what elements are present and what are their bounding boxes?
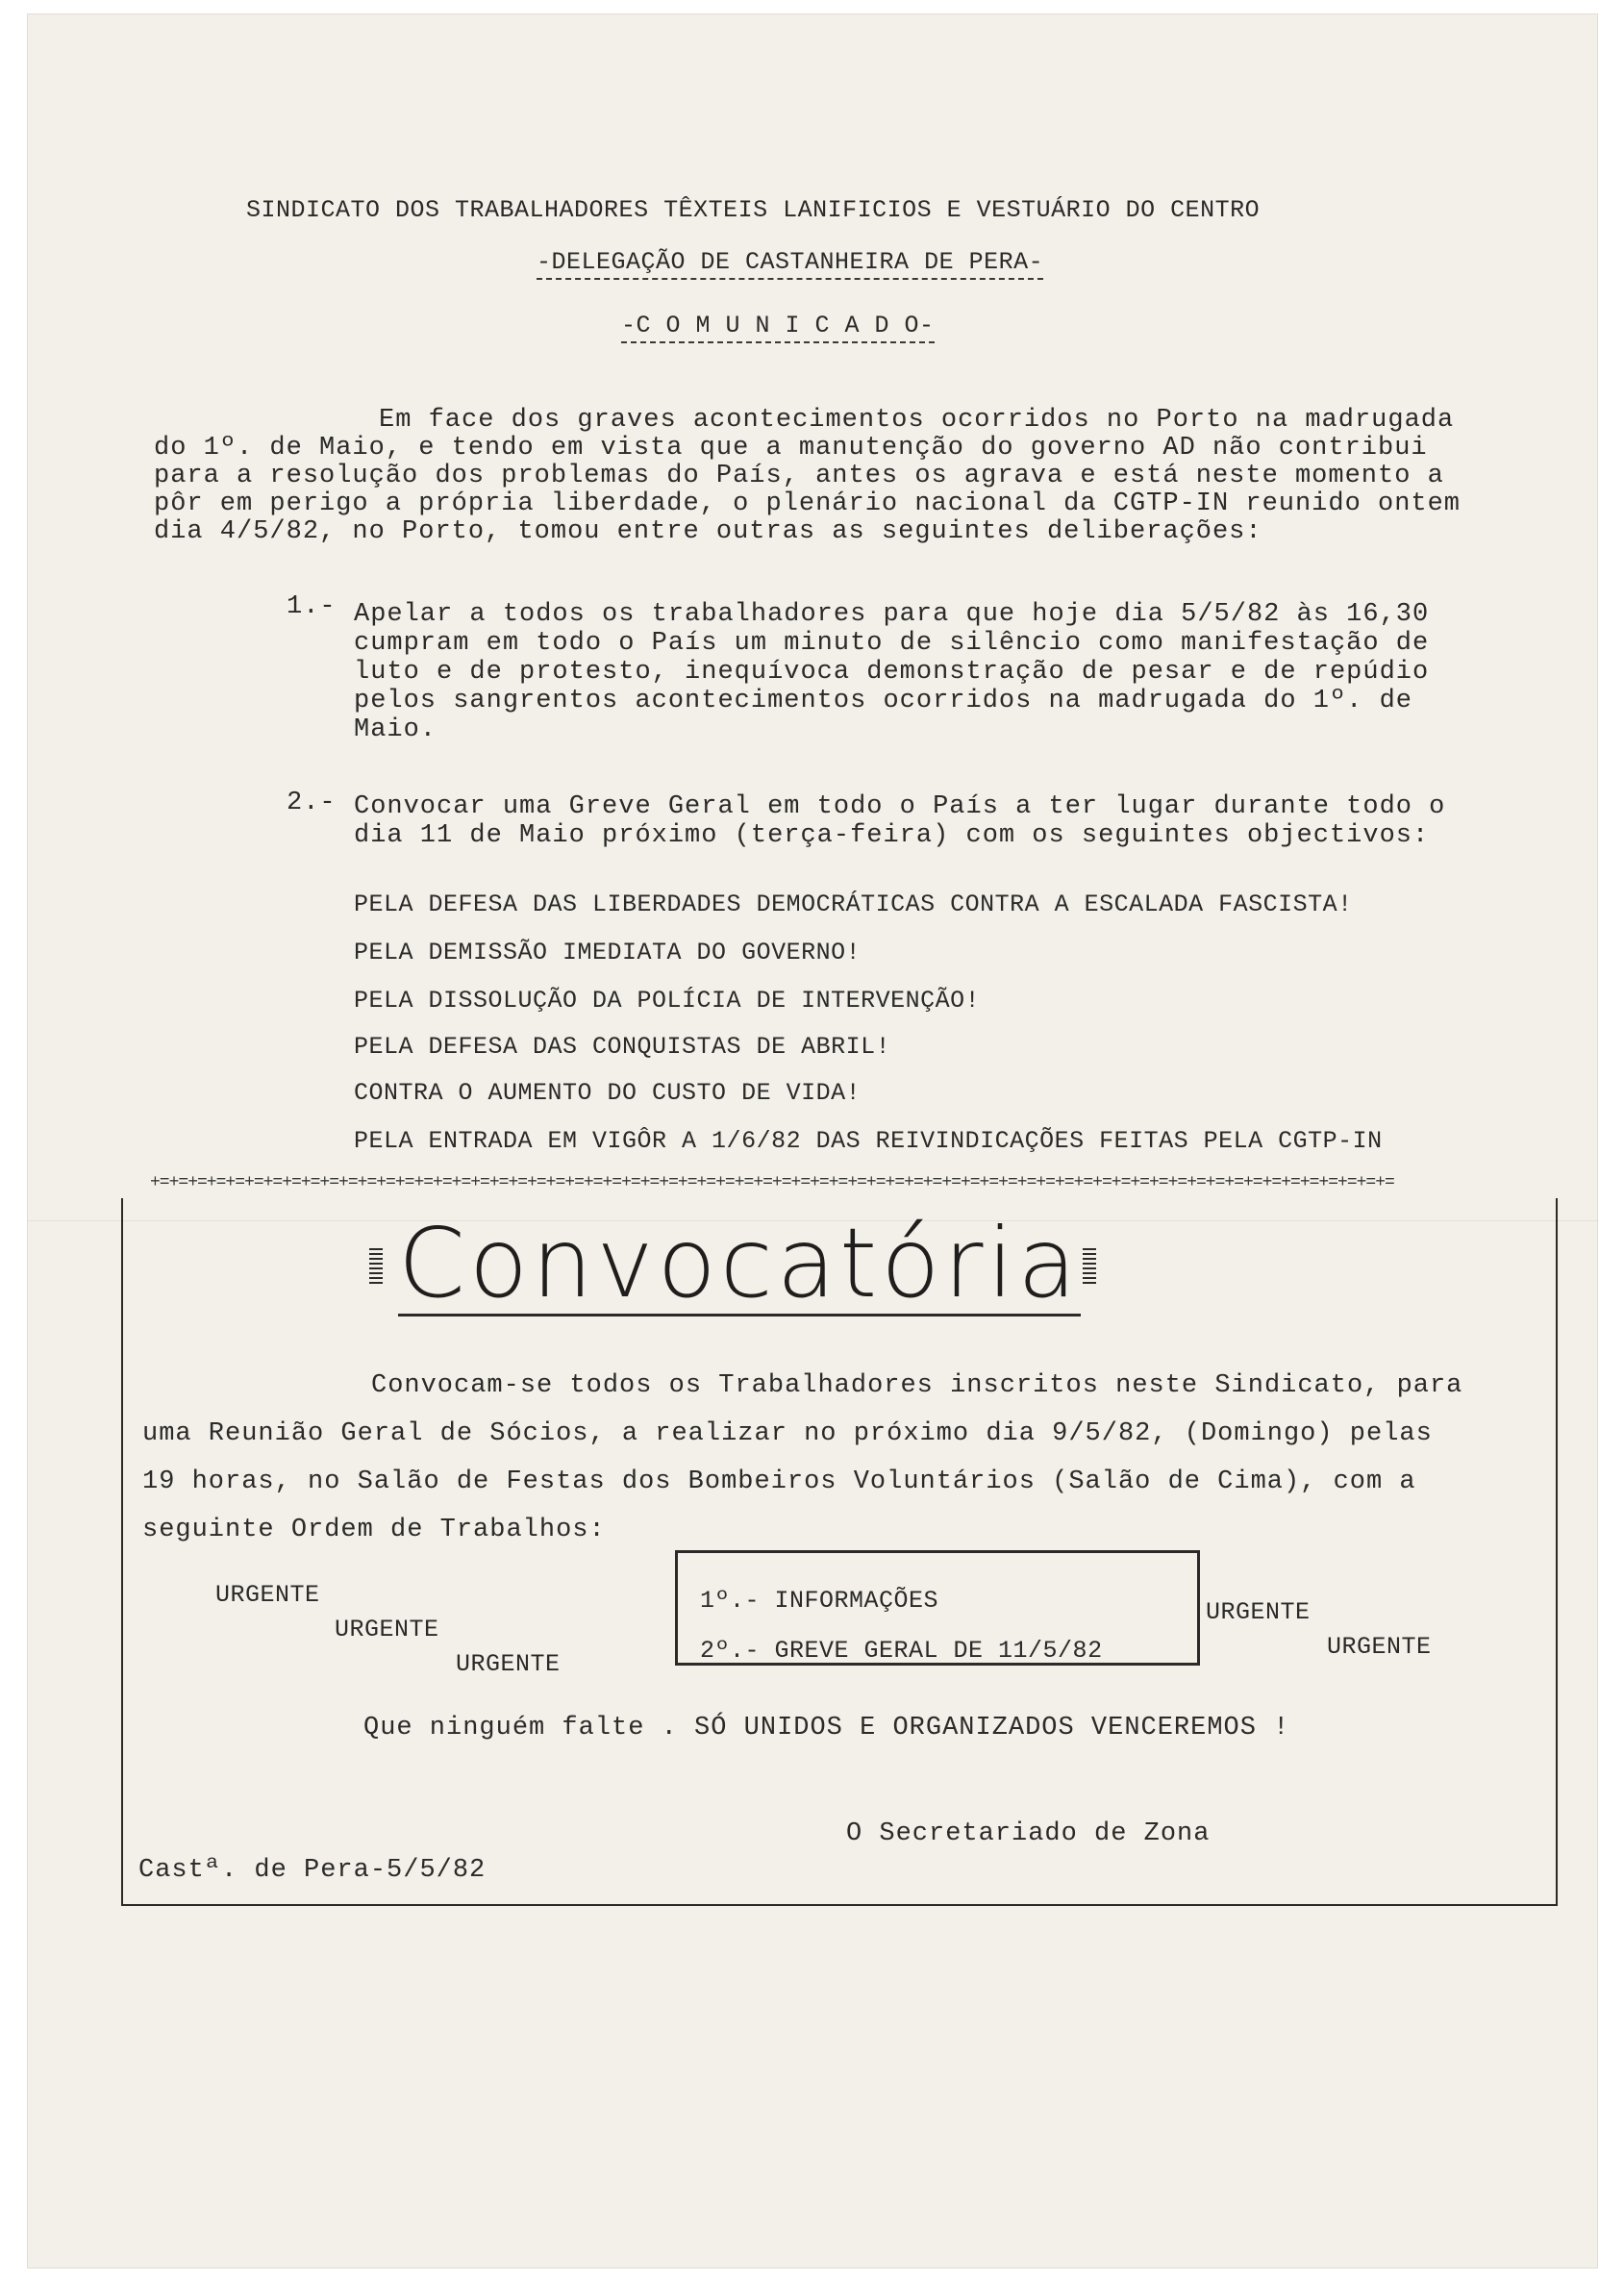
- urgent-label: URGENTE: [215, 1581, 320, 1609]
- convocatoria-title: Convocatória: [398, 1207, 1081, 1319]
- agenda-item: 1º.- INFORMAÇÕES: [700, 1587, 939, 1615]
- convocatoria-line: Convocam-se todos os Trabalhadores inscritos neste Sindicato, para: [371, 1371, 1463, 1400]
- item1-line: cumpram em todo o País um minuto de silêncio como manifestação de: [354, 629, 1430, 658]
- title-ornament-right: [1083, 1248, 1096, 1287]
- slogan-line: PELA DISSOLUÇÃO DA POLÍCIA DE INTERVENÇÃO!: [354, 987, 981, 1015]
- item2-number: 2.-: [287, 789, 337, 817]
- document-sheet: [27, 13, 1598, 2269]
- intro-line: para a resolução dos problemas do País, antes os agrava e está neste momento a: [154, 462, 1444, 490]
- convocatoria-line: 19 horas, no Salão de Festas dos Bombeiros Voluntários (Salão de Cima), com a: [142, 1467, 1416, 1496]
- union-name: SINDICATO DOS TRABALHADORES TÊXTEIS LANIFICIOS E VESTUÁRIO DO CENTRO: [246, 196, 1261, 224]
- agenda-item: 2º.- GREVE GERAL DE 11/5/82: [700, 1637, 1103, 1665]
- delegation-name: -DELEGAÇÃO DE CASTANHEIRA DE PERA-: [537, 248, 1043, 280]
- title-ornament-left: [369, 1248, 383, 1287]
- item2-line: dia 11 de Maio próximo (terça-feira) com os seguintes objectivos:: [354, 821, 1430, 850]
- comunicado-title: -C O M U N I C A D O-: [621, 312, 935, 343]
- item1-line: luto e de protesto, inequívoca demonstração de pesar e de repúdio: [354, 658, 1430, 687]
- slogan-line: PELA ENTRADA EM VIGÔR A 1/6/82 DAS REIVINDICAÇÕES FEITAS PELA CGTP-IN: [354, 1127, 1383, 1155]
- urgent-label: URGENTE: [1327, 1633, 1432, 1661]
- slogan-line: PELA DEFESA DAS LIBERDADES DEMOCRÁTICAS CONTRA A ESCALADA FASCISTA!: [354, 890, 1353, 918]
- item1-line: pelos sangrentos acontecimentos ocorridos na madrugada do 1º. de: [354, 687, 1412, 715]
- slogan-line: CONTRA O AUMENTO DO CUSTO DE VIDA!: [354, 1079, 862, 1107]
- urgent-label: URGENTE: [335, 1616, 439, 1643]
- item1-line: Apelar a todos os trabalhadores para que hoje dia 5/5/82 às 16,30: [354, 600, 1430, 629]
- item1-line: Maio.: [354, 715, 437, 744]
- urgent-label: URGENTE: [1206, 1598, 1311, 1626]
- item1-number: 1.-: [287, 592, 337, 621]
- signature: O Secretariado de Zona: [846, 1819, 1211, 1848]
- slogan-line: PELA DEFESA DAS CONQUISTAS DE ABRIL!: [354, 1033, 891, 1061]
- intro-line: dia 4/5/82, no Porto, tomou entre outras as seguintes deliberações:: [154, 517, 1262, 546]
- convocatoria-line: uma Reunião Geral de Sócios, a realizar no próximo dia 9/5/82, (Domingo) pelas: [142, 1419, 1433, 1448]
- place-date: Castª. de Pera-5/5/82: [138, 1856, 487, 1885]
- separator-line: +=+=+=+=+=+=+=+=+=+=+=+=+=+=+=+=+=+=+=+=+=+=+=+=+=+=+=+=+=+=+=+=+=+=+=+=+=+=+=+=+=+=+=+=+=+=+=+=+=+=+=+=+=+=+=+=+=+=+=+=+=+=+=+=+=+=: [150, 1173, 1394, 1192]
- intro-line: pôr em perigo a própria liberdade, o plenário nacional da CGTP-IN reunido ontem: [154, 489, 1462, 518]
- convocatoria-line: seguinte Ordem de Trabalhos:: [142, 1516, 606, 1544]
- intro-line: do 1º. de Maio, e tendo em vista que a manutenção do governo AD não contribui: [154, 434, 1428, 463]
- slogan-line: PELA DEMISSÃO IMEDIATA DO GOVERNO!: [354, 939, 862, 966]
- closing-line: Que ninguém falte . SÓ UNIDOS E ORGANIZADOS VENCEREMOS !: [363, 1714, 1290, 1743]
- item2-line: Convocar uma Greve Geral em todo o País a ter lugar durante todo o: [354, 792, 1446, 821]
- intro-line: Em face dos graves acontecimentos ocorridos no Porto na madrugada: [379, 406, 1455, 435]
- urgent-label: URGENTE: [456, 1650, 561, 1678]
